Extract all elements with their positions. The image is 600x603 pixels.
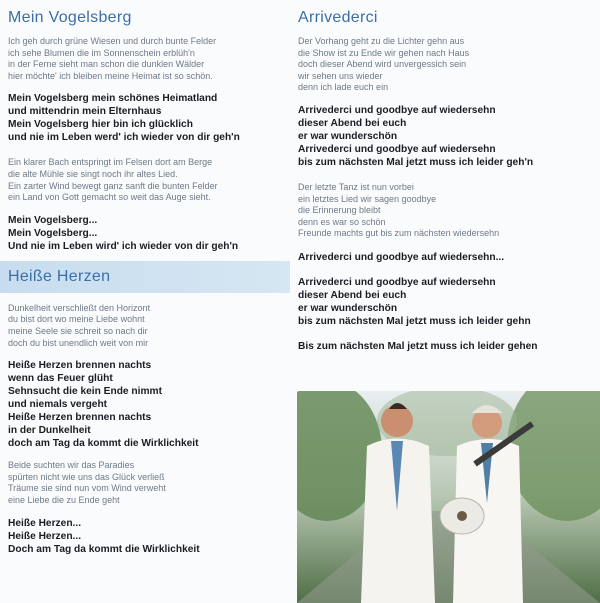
lyric-line: Freunde machts gut bis zum nächsten wiedersehn [298,228,500,239]
lyric-line: Arrivederci und goodbye auf wiedersehn [298,276,496,288]
lyric-line: er war wunderschön [298,302,398,314]
lyric-line: doch du bist unendlich weit von mir [8,337,149,348]
lyric-line: bis zum nächsten Mal jetzt muss ich leider gehn [298,315,531,327]
lyric-line: spürten nicht wie uns das Glück verließ [8,471,165,482]
lyric-line: ein letztes Lied wir sagen goodbye [298,193,437,204]
lyric-line: Ich geh durch grüne Wiesen und durch bunte Felder [8,36,217,46]
vogelsberg-title-bar [0,0,290,36]
lyric-line: Und nie im Leben wird' ich wieder von dir geh'n [8,240,239,252]
stanza [298,182,600,240]
lyric-line: Doch am Tag da kommt die Wirklichkeit [8,543,200,555]
lyric-line: dieser Abend bei euch [298,289,407,301]
lyric-line: Arrivederci und goodbye auf wiedersehn [298,104,496,116]
stanza [298,251,600,264]
stanza [298,340,600,353]
lyric-line: denn ich lade euch ein [298,82,389,93]
lyric-line: Bis zum nächsten Mal jetzt muss ich leider gehen [298,340,538,352]
duo-photo-illustration [297,391,600,603]
lyric-line: Ein zarter Wind bewegt ganz sanft die bunten Felder [8,180,218,191]
lyric-line: Arrivederci und goodbye auf wiedersehn [298,143,496,155]
lyric-line: meine Seele sie schreit so nach dir [8,325,148,336]
stanza [8,303,290,349]
lyric-line: Heiße Herzen brennen nachts [8,360,152,372]
herzen-title-bar [0,261,290,293]
lyric-line: wenn das Feuer glüht [8,373,113,385]
lyric-line: und niemals vergeht [8,399,108,411]
stanza [298,276,600,328]
lyric-line: er war wunderschön [298,130,398,142]
lyric-line: Ein klarer Bach entspringt im Felsen dort am Berge [8,157,213,168]
herzen-lyrics [0,303,290,556]
arrivederci-title-bar [290,0,600,36]
stanza [8,92,290,144]
lyric-line: Mein Vogelsberg... [8,214,98,226]
stanza [8,359,290,450]
lyric-line: Träume sie sind nun vom Wind verweht [8,483,166,494]
arrivederci-lyrics [290,36,600,353]
lyric-line: Beide suchten wir das Paradies [8,460,135,471]
stanza [8,36,290,82]
lyric-line: Mein Vogelsberg... [8,227,98,239]
vogelsberg-lyrics [0,36,290,253]
lyric-line: du bist dort wo meine Liebe wohnt [8,314,145,325]
lyric-line: doch am Tag da kommt die Wirklichkeit [8,438,199,450]
stanza [298,104,600,169]
lyric-line: in der Ferne sieht man schon die dunklen Wälder [8,59,205,70]
left-column [0,0,290,556]
stanza [8,214,290,253]
song-title-arrivederci: Arrivederci [298,9,378,26]
lyric-line: Heiße Herzen brennen nachts [8,412,152,424]
lyric-line: hier möchte' ich bleiben meine Heimat ist so schön. [8,70,213,81]
lyric-line: ich sehe Blumen die im Sonnenschein erblüh'n [8,47,195,58]
lyric-line: Sehnsucht die kein Ende nimmt [8,386,162,398]
lyric-line: die Erinnerung bleibt [298,205,381,216]
stanza [8,460,290,506]
lyric-line: Mein Vogelsberg hier bin ich glücklich [8,119,193,131]
stanza [8,157,290,203]
lyric-line: Mein Vogelsberg mein schönes Heimatland [8,93,218,105]
duo-photo [297,391,600,603]
lyric-line: und nie im Leben werd' ich wieder von dir geh'n [8,132,240,144]
lyric-line: Heiße Herzen... [8,530,82,542]
lyric-line: bis zum nächsten Mal jetzt muss ich leider geh'n [298,156,534,168]
lyric-line: doch dieser Abend wird unvergessich sein [298,59,467,70]
lyric-line: Heiße Herzen... [8,517,82,529]
lyric-line: in der Dunkelheit [8,425,91,437]
lyric-line: Der Vorhang geht zu die Lichter gehn aus [298,36,465,46]
song-title-vogelsberg: Mein Vogelsberg [8,9,132,26]
lyric-line: denn es war so schön [298,216,386,227]
lyric-line: Der letzte Tanz ist nun vorbei [298,181,414,192]
lyric-line: die alte Mühle sie singt noch ihr altes Lied. [8,168,178,179]
lyric-line: die Show ist zu Ende wir gehen nach Haus [298,47,470,58]
lyric-line: Dunkelheit verschließt den Horizont [8,302,151,313]
song-title-herzen: Heiße Herzen [8,267,111,285]
right-column [290,0,600,353]
lyric-line: und mittendrin mein Elternhaus [8,106,162,118]
lyric-line: dieser Abend bei euch [298,117,407,129]
lyric-line: ein Land von Gott gemacht so weit das Auge sieht. [8,192,211,203]
stanza [8,517,290,556]
lyric-line: wir sehen uns wieder [298,70,383,81]
lyric-line: Arrivederci und goodbye auf wiedersehn... [298,251,505,263]
stanza [298,36,600,94]
lyric-line: eine Liebe die zu Ende geht [8,494,120,505]
